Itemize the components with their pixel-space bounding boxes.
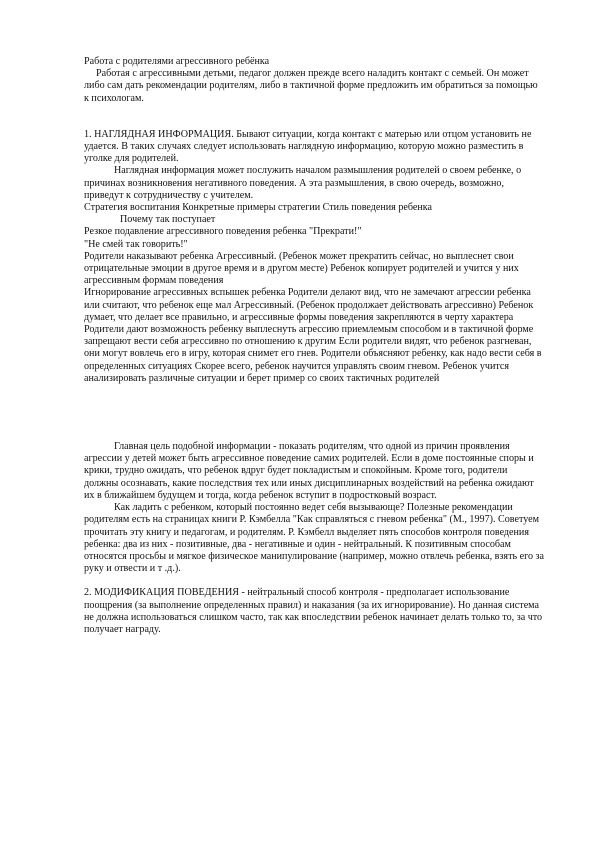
intro-paragraph: Работая с агрессивными детьми, педагог должен прежде всего наладить контакт с семьей. Он может либо сам дать рекомендации родителям, либо в тактичной форме предложить им обратиться за помощью к психологам. (84, 68, 538, 104)
strategy-table-header-2: Почему так поступает (120, 214, 216, 226)
section1-heading: 1. НАГЛЯДНАЯ ИНФОРМАЦИЯ. Бывают ситуации, когда контакт с матерью или отцом установить не удается. В таких случаях следует использовать наглядную информацию, которую можно разместить в уголке для родителей. (84, 128, 532, 165)
document-title: Работа с родителями агрессивного ребёнка (84, 56, 270, 67)
strategy-row-1-line-3: Родители наказывают ребенка Агрессивный. (Ребенок может прекратить сейчас, но выплеснет свои отрицательные эмоции в другое время и в другом месте) Ребенок копирует родителей и учится у них агрессивным формам поведения (84, 250, 519, 287)
strategy-row-3: Родители дают возможность ребенку выплеснуть агрессию приемлемым способом и в тактичной форме запрещают вести себя агрессивно по отношению к другим Если родители видят, что ребенок разгневан, они могут вовлечь его в игру, которая снимет его гнев. Родители объясняют ребенку, как надо вести себя в определенных ситуациях Скорее всего, ребенок научится управлять своим гневом. Ребенок учится анализировать различные ситуации и берет пример со своих тактичных родителей (84, 324, 542, 384)
spacer (84, 385, 544, 441)
spacer (84, 575, 544, 587)
strategy-row-1-line-2: "Не смей так говорить!" (84, 238, 188, 250)
strategy-row-2: Игнорирование агрессивных вспышек ребенка Родители делают вид, что не замечают агрессии ребенка или считают, что ребенок еще мал Агрессивный. (Ребенок продолжает действовать агрессивно) Ребенок думает, что делает все правильно, и агрессивные формы поведения закрепляются в черту характера (84, 287, 534, 323)
section1-paragraph-3: Как ладить с ребенком, который постоянно ведет себя вызывающе? Полезные рекомендации родителям есть на страницах книги Р. Кэмбелла "Как справляться с гневом ребенка" (М., 1997). Советуем прочитать эту книгу и педагогам, и родителям. Р. Кэмбелл выделяет пять способов контроля поведения ребенка: два из них - позитивные, два - негативные и один - нейтральный. К позитивным способам относятся просьбы и мягкое физическое манипулирование (например, можно отвлечь ребенка, взять его за руку и отвести и т .д.). (84, 502, 545, 575)
document-page (84, 56, 544, 636)
section2-paragraph: 2. МОДИФИКАЦИЯ ПОВЕДЕНИЯ - нейтральный способ контроля - предполагает использование поощрения (за выполнение определенных правил) и наказания (за их игнорирование). Но данная система не должна использоваться слишком часто, так как впоследствии ребенок начинает делать только то, за что получает награду. (84, 587, 543, 635)
section1-paragraph-1: Наглядная информация может послужить началом размышления родителей о своем ребенке, о причинах возникновения негативного поведения. А эта размышления, в свою очередь, возможно, приведут к сотрудничеству с учителем. (84, 165, 522, 201)
strategy-table-header: Стратегия воспитания Конкретные примеры стратегии Стиль поведения ребенка (84, 202, 432, 214)
section1-paragraph-2: Главная цель подобной информации - показать родителям, что одной из причин проявления агрессии у детей может быть агрессивное поведение самих родителей. Если в доме постоянные споры и крики, трудно ожидать, что ребенок вдруг будет покладистым и спокойным. Кроме того, родители должны осознавать, какие последствия тех или иных дисциплинарных воздействий на ребенка ожидают их в ближайшем будущем и тогда, когда ребенок вступит в подростковый возраст. (84, 441, 534, 501)
spacer (84, 105, 544, 129)
strategy-row-1-line-1: Резкое подавление агрессивного поведения ребенка "Прекрати!" (84, 226, 362, 238)
